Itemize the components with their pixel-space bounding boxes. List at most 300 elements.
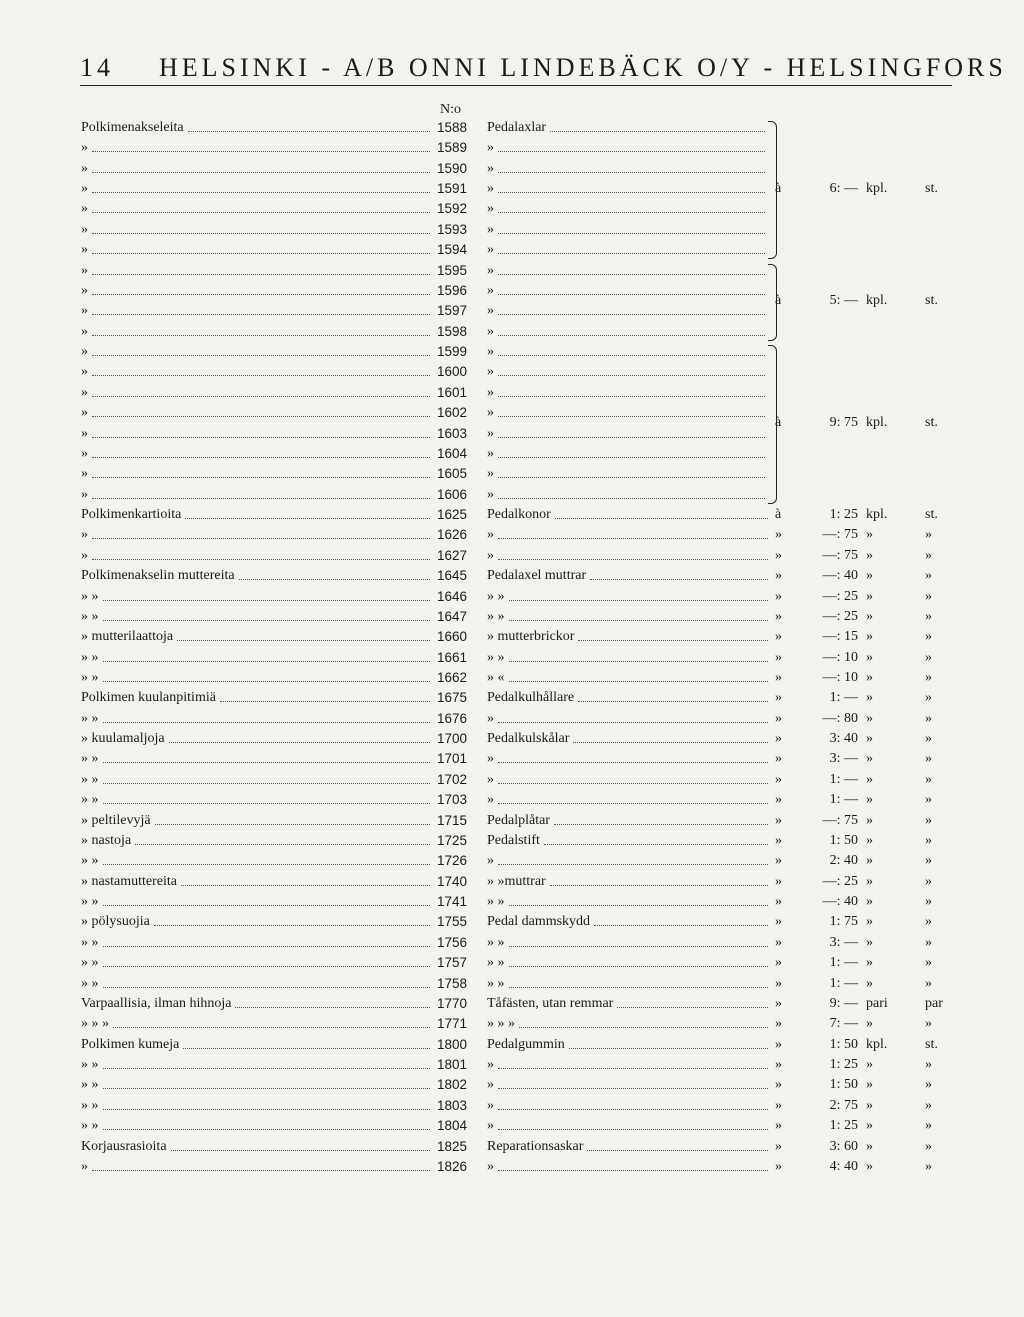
list-item bbox=[0, 525, 1024, 545]
unit-sv: st. bbox=[925, 1036, 938, 1052]
item-name-sv: » bbox=[487, 160, 494, 176]
item-name-fi: » mutterilaattoja bbox=[81, 629, 174, 645]
item-name-sv: Pedalgummin bbox=[487, 1036, 565, 1052]
price-prefix: » bbox=[775, 1077, 782, 1093]
unit-fi: » bbox=[866, 812, 873, 828]
unit-sv: st. bbox=[925, 415, 938, 431]
unit-sv: » bbox=[925, 1077, 932, 1093]
dot-leader bbox=[92, 1170, 430, 1171]
dot-leader bbox=[498, 864, 768, 865]
item-name-sv: » » bbox=[487, 975, 505, 991]
dot-leader bbox=[498, 294, 765, 295]
list-item bbox=[0, 1096, 1024, 1116]
article-number: 1646 bbox=[437, 588, 468, 604]
item-name-fi: Polkimen kumeja bbox=[81, 1036, 180, 1052]
item-name-fi: » » bbox=[81, 975, 99, 991]
article-number: 1740 bbox=[437, 873, 468, 889]
item-name-sv: » bbox=[487, 181, 494, 197]
unit-fi: kpl. bbox=[866, 507, 888, 523]
dot-leader bbox=[103, 783, 430, 784]
item-name-fi: » bbox=[81, 160, 88, 176]
list-item bbox=[0, 688, 1024, 708]
dot-leader bbox=[498, 783, 768, 784]
dot-leader bbox=[235, 1007, 430, 1008]
list-item bbox=[0, 240, 1024, 260]
price-prefix: » bbox=[775, 832, 782, 848]
dot-leader bbox=[569, 1048, 768, 1049]
dot-leader bbox=[92, 538, 430, 539]
item-name-fi: » » bbox=[81, 955, 99, 971]
price-prefix: » bbox=[775, 812, 782, 828]
item-name-sv: » bbox=[487, 792, 494, 808]
item-name-fi: » » bbox=[81, 588, 99, 604]
dot-leader bbox=[103, 1088, 430, 1089]
item-name-sv: » bbox=[487, 242, 494, 258]
unit-sv: » bbox=[925, 832, 932, 848]
item-name-sv: » bbox=[487, 221, 494, 237]
item-name-sv: » « bbox=[487, 669, 505, 685]
article-number: 1593 bbox=[437, 221, 468, 237]
item-name-sv: » bbox=[487, 201, 494, 217]
article-number: 1757 bbox=[437, 955, 468, 971]
dot-leader bbox=[92, 375, 430, 376]
unit-sv: » bbox=[925, 731, 932, 747]
item-name-sv: » bbox=[487, 140, 494, 156]
item-name-fi: » bbox=[81, 1158, 88, 1174]
list-item bbox=[0, 485, 1024, 505]
unit-sv: st. bbox=[925, 181, 938, 197]
item-name-fi: » nastoja bbox=[81, 832, 132, 848]
unit-fi: » bbox=[866, 588, 873, 604]
dot-leader bbox=[509, 966, 768, 967]
list-item bbox=[0, 199, 1024, 219]
item-name-sv: » bbox=[487, 771, 494, 787]
item-name-sv: » » bbox=[487, 894, 505, 910]
unit-sv: » bbox=[925, 751, 932, 767]
dot-leader bbox=[103, 946, 430, 947]
price-prefix: » bbox=[775, 547, 782, 563]
price: —: 10 bbox=[822, 669, 858, 685]
dot-leader bbox=[498, 803, 768, 804]
unit-fi: » bbox=[866, 710, 873, 726]
item-name-sv: » » bbox=[487, 608, 505, 624]
dot-leader bbox=[103, 1129, 430, 1130]
dot-leader bbox=[154, 925, 430, 926]
article-number: 1604 bbox=[437, 445, 468, 461]
list-item bbox=[0, 1014, 1024, 1034]
price: —: 75 bbox=[822, 527, 858, 543]
price-prefix: » bbox=[775, 955, 782, 971]
price-prefix: » bbox=[775, 1097, 782, 1113]
item-name-fi: » nastamuttereita bbox=[81, 873, 178, 889]
item-name-sv: » bbox=[487, 527, 494, 543]
list-item bbox=[0, 912, 1024, 932]
price-prefix: » bbox=[775, 771, 782, 787]
item-name-fi: » » bbox=[81, 608, 99, 624]
dot-leader bbox=[544, 844, 768, 845]
item-name-fi: Varpaallisia, ilman hihnoja bbox=[81, 995, 232, 1011]
item-name-fi: » bbox=[81, 140, 88, 156]
item-name-fi: » » bbox=[81, 792, 99, 808]
item-name-sv: » bbox=[487, 853, 494, 869]
dot-leader bbox=[103, 681, 430, 682]
article-number: 1675 bbox=[437, 690, 468, 706]
price: —: 40 bbox=[822, 568, 858, 584]
price-prefix: » bbox=[775, 1158, 782, 1174]
price-prefix: » bbox=[775, 629, 782, 645]
dot-leader bbox=[103, 1109, 430, 1110]
dot-leader bbox=[92, 396, 430, 397]
price: —: 75 bbox=[822, 812, 858, 828]
price-prefix: » bbox=[775, 792, 782, 808]
price-prefix: à bbox=[775, 415, 782, 431]
page-header bbox=[80, 50, 1007, 86]
item-name-sv: » » bbox=[487, 955, 505, 971]
list-item bbox=[0, 1157, 1024, 1177]
unit-fi: » bbox=[866, 914, 873, 930]
dot-leader bbox=[578, 701, 768, 702]
unit-sv: » bbox=[925, 1016, 932, 1032]
unit-fi: » bbox=[866, 568, 873, 584]
price-prefix: » bbox=[775, 731, 782, 747]
dot-leader bbox=[92, 477, 430, 478]
list-item bbox=[0, 668, 1024, 688]
dot-leader bbox=[498, 1109, 768, 1110]
unit-fi: » bbox=[866, 1016, 873, 1032]
list-item bbox=[0, 1035, 1024, 1055]
list-item bbox=[0, 811, 1024, 831]
dot-leader bbox=[135, 844, 430, 845]
article-number: 1592 bbox=[437, 201, 468, 217]
article-number: 1700 bbox=[437, 731, 468, 747]
unit-fi: » bbox=[866, 649, 873, 665]
dot-leader bbox=[92, 212, 430, 213]
dot-leader bbox=[509, 946, 768, 947]
list-item bbox=[0, 1055, 1024, 1075]
price-prefix: » bbox=[775, 1057, 782, 1073]
price-prefix: » bbox=[775, 588, 782, 604]
dot-leader bbox=[103, 600, 430, 601]
item-name-fi: » » bbox=[81, 1118, 99, 1134]
dot-leader bbox=[92, 274, 430, 275]
unit-sv: » bbox=[925, 1118, 932, 1134]
list-item bbox=[0, 118, 1024, 138]
item-name-fi: » bbox=[81, 221, 88, 237]
list-item bbox=[0, 444, 1024, 464]
list-item bbox=[0, 546, 1024, 566]
unit-sv: » bbox=[925, 710, 932, 726]
article-number: 1701 bbox=[437, 751, 468, 767]
price-prefix: à bbox=[775, 293, 782, 309]
list-item bbox=[0, 505, 1024, 525]
list-item bbox=[0, 933, 1024, 953]
article-number: 1626 bbox=[437, 527, 468, 543]
item-name-sv: Pedalkulhållare bbox=[487, 690, 575, 706]
unit-sv: st. bbox=[925, 293, 938, 309]
price-prefix: » bbox=[775, 568, 782, 584]
price-prefix: » bbox=[775, 1036, 782, 1052]
article-number: 1600 bbox=[437, 364, 468, 380]
list-item bbox=[0, 790, 1024, 810]
price: 3: — bbox=[829, 751, 858, 767]
price-prefix: » bbox=[775, 853, 782, 869]
unit-sv: » bbox=[925, 629, 932, 645]
page-number: 14 bbox=[80, 53, 114, 82]
dot-leader bbox=[498, 355, 765, 356]
dot-leader bbox=[92, 253, 430, 254]
dot-leader bbox=[509, 620, 768, 621]
dot-leader bbox=[498, 477, 765, 478]
dot-leader bbox=[103, 1068, 430, 1069]
unit-sv: » bbox=[925, 894, 932, 910]
unit-fi: » bbox=[866, 792, 873, 808]
dot-leader bbox=[92, 355, 430, 356]
item-name-fi: » » bbox=[81, 1057, 99, 1073]
list-item bbox=[0, 709, 1024, 729]
list-item bbox=[0, 648, 1024, 668]
item-name-fi: » bbox=[81, 425, 88, 441]
dot-leader bbox=[509, 681, 768, 682]
price: 1: 50 bbox=[829, 832, 858, 848]
item-name-fi: » » bbox=[81, 934, 99, 950]
header-rule bbox=[80, 85, 952, 86]
item-name-fi: » bbox=[81, 242, 88, 258]
article-number: 1771 bbox=[437, 1016, 468, 1032]
list-item bbox=[0, 1116, 1024, 1136]
dot-leader bbox=[498, 172, 765, 173]
price: 1: 75 bbox=[829, 914, 858, 930]
item-name-fi: Polkimenkartioita bbox=[81, 507, 182, 523]
item-name-fi: » » bbox=[81, 751, 99, 767]
item-name-sv: » bbox=[487, 1118, 494, 1134]
item-name-sv: » bbox=[487, 466, 494, 482]
article-number: 1662 bbox=[437, 669, 468, 685]
list-item bbox=[0, 464, 1024, 484]
price-prefix: » bbox=[775, 527, 782, 543]
dot-leader bbox=[498, 212, 765, 213]
dot-leader bbox=[103, 966, 430, 967]
price: 4: 40 bbox=[829, 1158, 858, 1174]
price-prefix: » bbox=[775, 751, 782, 767]
item-name-fi: » bbox=[81, 364, 88, 380]
price-prefix: » bbox=[775, 649, 782, 665]
unit-sv: » bbox=[925, 568, 932, 584]
dot-leader bbox=[498, 1088, 768, 1089]
dot-leader bbox=[573, 742, 768, 743]
price-prefix: » bbox=[775, 1118, 782, 1134]
article-number: 1660 bbox=[437, 629, 468, 645]
unit-fi: » bbox=[866, 955, 873, 971]
dot-leader bbox=[498, 538, 768, 539]
dot-leader bbox=[103, 803, 430, 804]
list-item bbox=[0, 770, 1024, 790]
item-name-fi: » bbox=[81, 201, 88, 217]
item-name-fi: » » bbox=[81, 649, 99, 665]
dot-leader bbox=[498, 457, 765, 458]
list-item bbox=[0, 220, 1024, 240]
item-name-fi: » peltilevyjä bbox=[81, 812, 151, 828]
list-item bbox=[0, 607, 1024, 627]
list-item bbox=[0, 627, 1024, 647]
item-name-sv: » bbox=[487, 486, 494, 502]
dot-leader bbox=[92, 559, 430, 560]
item-name-fi: » bbox=[81, 303, 88, 319]
item-name-fi: » » bbox=[81, 894, 99, 910]
article-number: 1715 bbox=[437, 812, 468, 828]
item-name-sv: » bbox=[487, 445, 494, 461]
item-name-sv: Pedalaxel muttrar bbox=[487, 568, 587, 584]
item-name-sv: » bbox=[487, 364, 494, 380]
item-name-sv: » bbox=[487, 405, 494, 421]
list-item bbox=[0, 362, 1024, 382]
unit-sv: st. bbox=[925, 507, 938, 523]
item-name-sv: » » » bbox=[487, 1016, 515, 1032]
list-item bbox=[0, 892, 1024, 912]
dot-leader bbox=[498, 396, 765, 397]
item-name-sv: » mutterbrickor bbox=[487, 629, 575, 645]
dot-leader bbox=[498, 762, 768, 763]
article-number: 1598 bbox=[437, 323, 468, 339]
dot-leader bbox=[220, 701, 430, 702]
price: 2: 40 bbox=[829, 853, 858, 869]
dot-leader bbox=[92, 416, 430, 417]
dot-leader bbox=[92, 457, 430, 458]
price: —: 25 bbox=[822, 608, 858, 624]
dot-leader bbox=[92, 233, 430, 234]
list-item bbox=[0, 159, 1024, 179]
dot-leader bbox=[498, 335, 765, 336]
article-number: 1755 bbox=[437, 914, 468, 930]
price: 3: 40 bbox=[829, 731, 858, 747]
item-name-sv: Pedalstift bbox=[487, 832, 540, 848]
article-number: 1645 bbox=[437, 568, 468, 584]
dot-leader bbox=[92, 294, 430, 295]
dot-leader bbox=[587, 1150, 768, 1151]
dot-leader bbox=[554, 824, 768, 825]
item-name-fi: » kuulamaljoja bbox=[81, 731, 165, 747]
article-number: 1606 bbox=[437, 486, 468, 502]
article-number: 1726 bbox=[437, 853, 468, 869]
price: 1: — bbox=[829, 955, 858, 971]
dot-leader bbox=[509, 600, 768, 601]
article-number: 1676 bbox=[437, 710, 468, 726]
price-prefix: » bbox=[775, 934, 782, 950]
dot-leader bbox=[92, 151, 430, 152]
price: 9: 75 bbox=[829, 415, 858, 431]
unit-sv: » bbox=[925, 812, 932, 828]
article-number: 1589 bbox=[437, 140, 468, 156]
unit-sv: » bbox=[925, 771, 932, 787]
unit-fi: » bbox=[866, 547, 873, 563]
item-name-fi: » pölysuojia bbox=[81, 914, 150, 930]
item-name-sv: » » bbox=[487, 934, 505, 950]
dot-leader bbox=[498, 375, 765, 376]
price: 1: 50 bbox=[829, 1077, 858, 1093]
unit-fi: kpl. bbox=[866, 1036, 888, 1052]
item-name-sv: Pedalkulskålar bbox=[487, 731, 570, 747]
item-name-sv: » bbox=[487, 303, 494, 319]
dot-leader bbox=[103, 762, 430, 763]
price-prefix: » bbox=[775, 1016, 782, 1032]
unit-sv: » bbox=[925, 547, 932, 563]
unit-fi: » bbox=[866, 731, 873, 747]
price-prefix: » bbox=[775, 914, 782, 930]
dot-leader bbox=[498, 274, 765, 275]
item-name-sv: » bbox=[487, 425, 494, 441]
item-name-fi: » bbox=[81, 282, 88, 298]
unit-sv: » bbox=[925, 873, 932, 889]
item-name-sv: » bbox=[487, 323, 494, 339]
item-name-sv: » bbox=[487, 1158, 494, 1174]
price: 1: — bbox=[829, 792, 858, 808]
dot-leader bbox=[92, 314, 430, 315]
unit-fi: » bbox=[866, 1138, 873, 1154]
article-number: 1804 bbox=[437, 1118, 468, 1134]
dot-leader bbox=[169, 742, 430, 743]
item-name-sv: » » bbox=[487, 649, 505, 665]
price-prefix: » bbox=[775, 608, 782, 624]
list-item bbox=[0, 383, 1024, 403]
price: 3: — bbox=[829, 934, 858, 950]
dot-leader bbox=[185, 518, 430, 519]
item-name-sv: » bbox=[487, 384, 494, 400]
article-number: 1594 bbox=[437, 242, 468, 258]
dot-leader bbox=[498, 253, 765, 254]
price-prefix: » bbox=[775, 873, 782, 889]
article-number: 1605 bbox=[437, 466, 468, 482]
unit-fi: » bbox=[866, 771, 873, 787]
unit-fi: » bbox=[866, 894, 873, 910]
dot-leader bbox=[498, 1170, 768, 1171]
item-name-fi: » » bbox=[81, 853, 99, 869]
unit-fi: » bbox=[866, 690, 873, 706]
unit-fi: » bbox=[866, 1057, 873, 1073]
unit-fi: kpl. bbox=[866, 415, 888, 431]
article-number: 1627 bbox=[437, 547, 468, 563]
price: —: 75 bbox=[822, 547, 858, 563]
dot-leader bbox=[509, 661, 768, 662]
list-item bbox=[0, 261, 1024, 281]
unit-sv: » bbox=[925, 914, 932, 930]
unit-sv: » bbox=[925, 669, 932, 685]
unit-fi: » bbox=[866, 608, 873, 624]
unit-sv: » bbox=[925, 527, 932, 543]
item-name-fi: » bbox=[81, 486, 88, 502]
dot-leader bbox=[183, 1048, 430, 1049]
article-number: 1661 bbox=[437, 649, 468, 665]
article-number: 1703 bbox=[437, 792, 468, 808]
unit-sv: » bbox=[925, 1097, 932, 1113]
dot-leader bbox=[103, 661, 430, 662]
item-name-sv: » » bbox=[487, 588, 505, 604]
item-name-sv: Pedalaxlar bbox=[487, 120, 547, 135]
article-number: 1596 bbox=[437, 282, 468, 298]
unit-fi: kpl. bbox=[866, 181, 888, 197]
price: —: 40 bbox=[822, 894, 858, 910]
unit-fi: » bbox=[866, 669, 873, 685]
price-prefix: » bbox=[775, 710, 782, 726]
dot-leader bbox=[498, 233, 765, 234]
article-number: 1602 bbox=[437, 405, 468, 421]
dot-leader bbox=[498, 1068, 768, 1069]
item-name-fi: » » bbox=[81, 1077, 99, 1093]
dot-leader bbox=[92, 192, 430, 193]
item-name-sv: » bbox=[487, 1097, 494, 1113]
unit-fi: » bbox=[866, 527, 873, 543]
item-name-sv: Pedal dammskydd bbox=[487, 914, 591, 930]
item-name-fi: » » bbox=[81, 710, 99, 726]
list-item bbox=[0, 831, 1024, 851]
